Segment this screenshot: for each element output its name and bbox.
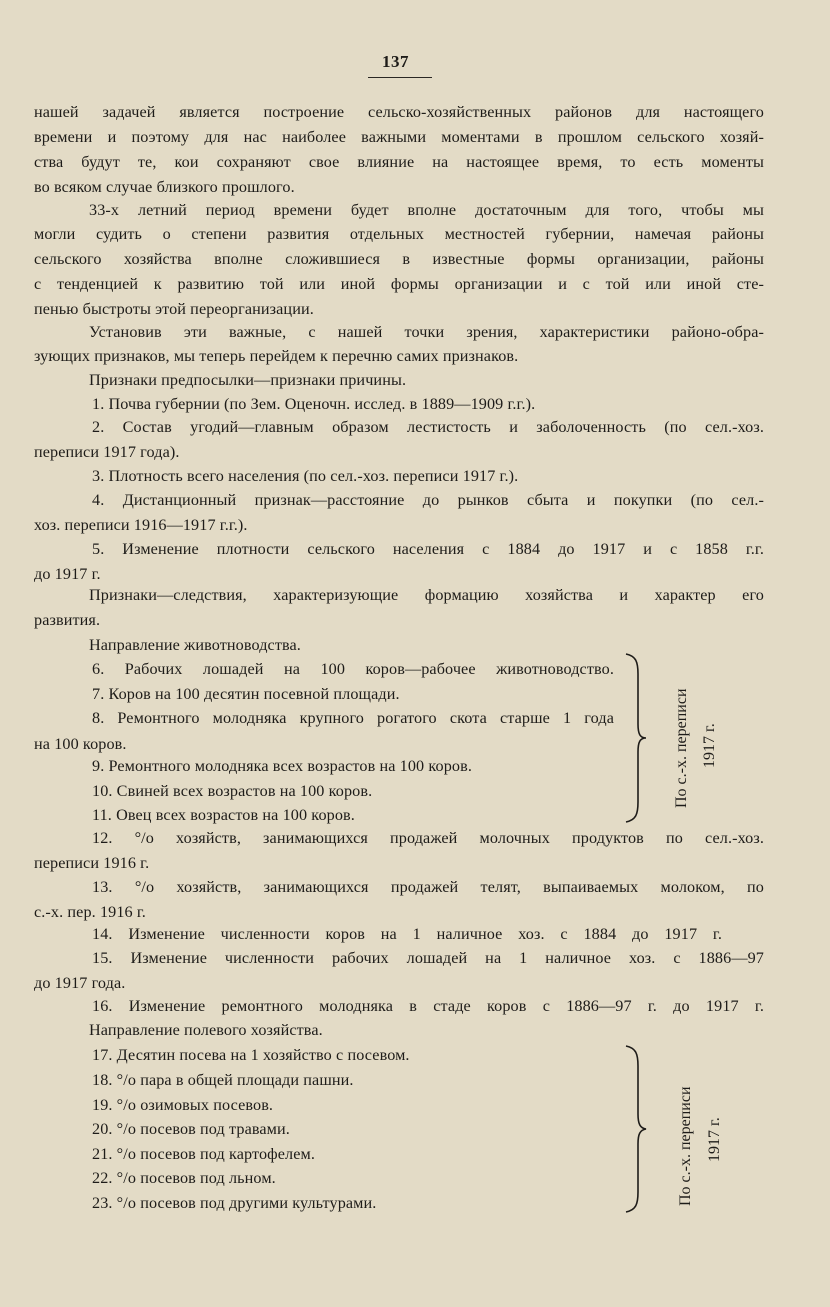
text-line: 13. °/о хозяйств, занимающихся продажей телят, выпаиваемых молоком, по: [92, 878, 764, 896]
text-line: 14. Изменение численности коров на 1 наличное хоз. с 1884 до 1917 г.: [92, 925, 722, 943]
text-line: Направление животноводства.: [89, 636, 301, 654]
text-line: 21. °/о посевов под картофелем.: [92, 1145, 315, 1163]
text-line: развития.: [34, 611, 101, 629]
right-brace-icon: [624, 652, 648, 824]
text-line: ства будут те, кои сохраняют свое влияние на настоящее время, то есть моменты: [34, 153, 764, 171]
right-brace-icon: [624, 1044, 648, 1214]
text-line: 2. Состав угодий—главным образом лестистость и заболоченность (по сел.-хоз.: [92, 418, 764, 436]
text-line: 17. Десятин посева на 1 хозяйство с посевом.: [92, 1046, 410, 1064]
text-line: сельского хозяйства вполне сложившиеся в известные формы организации, районы: [34, 250, 764, 268]
text-line: 4. Дистанционный признак—расстояние до рынков сбыта и покупки (по сел.-: [92, 491, 764, 509]
text-line: 23. °/о посевов под другими культурами.: [92, 1194, 377, 1212]
text-line: хоз. переписи 1916—1917 г.г.).: [34, 516, 248, 534]
side-note-line2: 1917 г.: [706, 1117, 723, 1162]
text-line: 16. Изменение ремонтного молодняка в стаде коров с 1886—97 г. до 1917 г.: [92, 997, 764, 1015]
text-line: переписи 1917 года).: [34, 443, 180, 461]
text-line: до 1917 года.: [34, 974, 126, 992]
text-line: 22. °/о посевов под льном.: [92, 1169, 276, 1187]
text-line: переписи 1916 г.: [34, 854, 150, 872]
text-line: 10. Свиней всех возрастов на 100 коров.: [92, 782, 373, 800]
text-line: 18. °/о пара в общей площади пашни.: [92, 1071, 354, 1089]
text-line: 19. °/о озимовых посевов.: [92, 1096, 274, 1114]
text-line: на 100 коров.: [34, 735, 127, 753]
page-number: 137: [382, 52, 409, 71]
text-line: могли судить о степени развития отдельных местностей губернии, намечая районы: [34, 225, 764, 243]
text-line: 11. Овец всех возрастов на 100 коров.: [92, 806, 355, 824]
text-line: зующих признаков, мы теперь перейдем к перечню самих признаков.: [34, 347, 519, 365]
text-line: пенью быстроты этой переорганизации.: [34, 300, 314, 318]
text-line: во всяком случае близкого прошлого.: [34, 178, 295, 196]
text-line: 12. °/о хозяйств, занимающихся продажей молочных продуктов по сел.-хоз.: [92, 829, 764, 847]
text-line: 33-х летний период времени будет вполне достаточным для того, чтобы мы: [89, 201, 764, 219]
text-line: 15. Изменение численности рабочих лошадей на 1 наличное хоз. с 1886—97: [92, 949, 764, 967]
text-line: 1. Почва губернии (по Зем. Оценочн. исслед. в 1889—1909 г.г.).: [92, 395, 536, 413]
text-line: 9. Ремонтного молодняка всех возрастов на 100 коров.: [92, 757, 472, 775]
side-note-line2: 1917 г.: [701, 723, 718, 768]
text-line: 6. Рабочих лошадей на 100 коров—рабочее животноводство.: [92, 660, 614, 678]
text-line: Признаки—следствия, характеризующие формацию хозяйства и характер его: [89, 586, 764, 604]
text-line: 20. °/о посевов под травами.: [92, 1120, 290, 1138]
text-line: 7. Коров на 100 десятин посевной площади.: [92, 685, 400, 703]
text-line: 8. Ремонтного молодняка крупного рогатого скота старше 1 года: [92, 709, 614, 727]
text-line: Установив эти важные, с нашей точки зрения, характеристики районо-обра-: [89, 323, 764, 341]
text-line: Направление полевого хозяйства.: [89, 1021, 323, 1039]
page-number-rule: [368, 77, 432, 78]
text-line: до 1917 г.: [34, 565, 101, 583]
text-line: 3. Плотность всего населения (по сел.-хоз. переписи 1917 г.).: [92, 467, 519, 485]
text-line: с.-х. пер. 1916 г.: [34, 903, 146, 921]
text-line: нашей задачей является построение сельско-хозяйственных районов для настоящего: [34, 103, 764, 121]
text-line: времени и поэтому для нас наиболее важными моментами в прошлом сельского хозяй-: [34, 128, 764, 146]
text-line: с тенденцией к развитию той или иной формы организации и с той или иной сте-: [34, 275, 764, 293]
text-line: Признаки предпосылки—признаки причины.: [89, 371, 407, 389]
text-line: 5. Изменение плотности сельского населения с 1884 до 1917 и с 1858 г.г.: [92, 540, 764, 558]
side-note-line1: По с.-х. переписи: [677, 1086, 694, 1206]
side-note-line1: По с.-х. переписи: [673, 688, 690, 808]
